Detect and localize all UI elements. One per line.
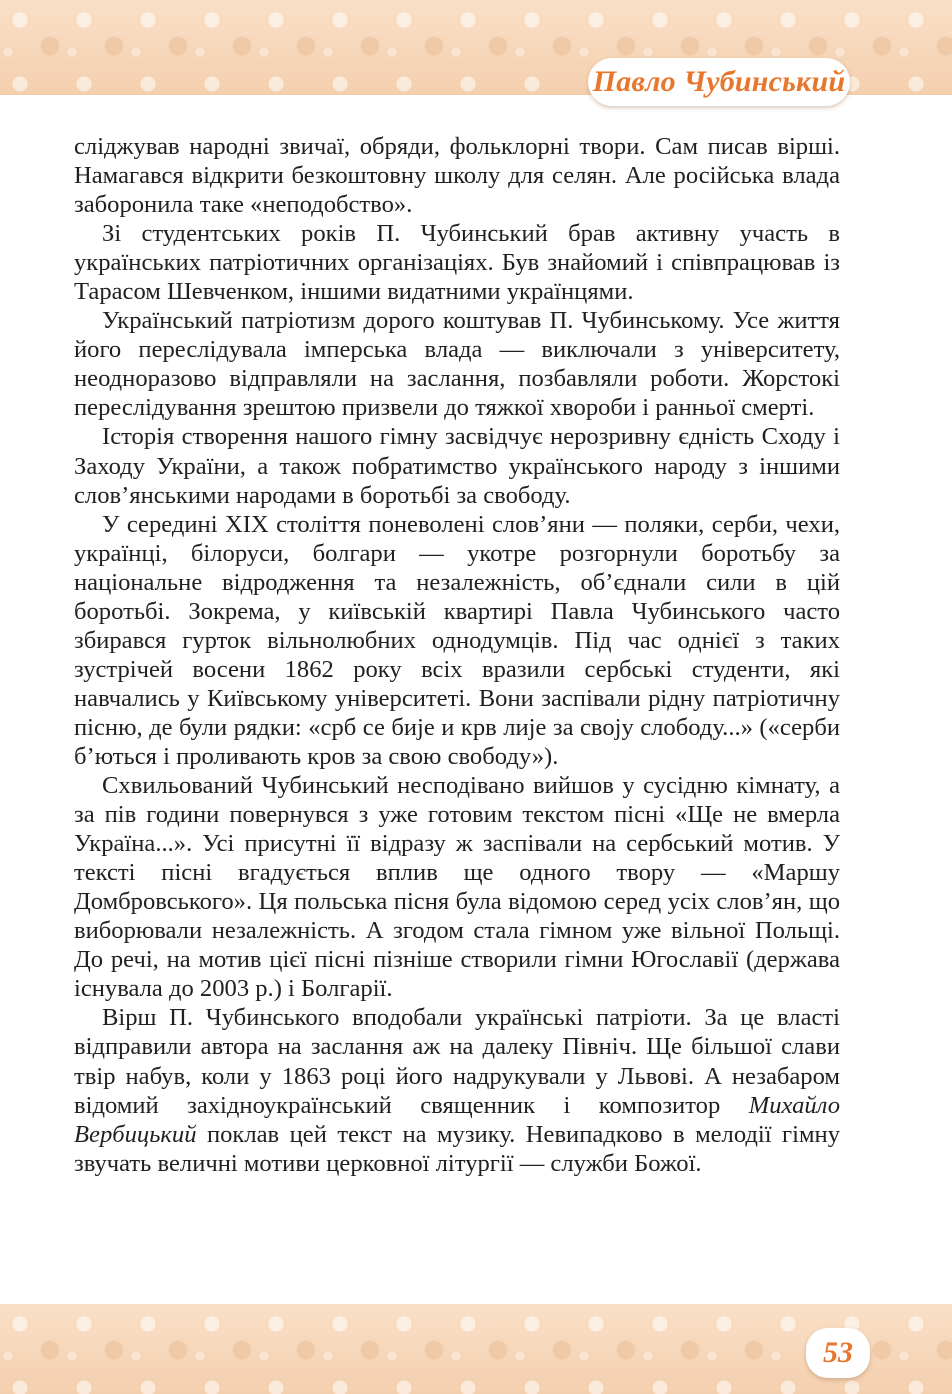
- paragraph: Схвильований Чубинський несподівано вийшов у сусідню кімнату, а за пів години повернувся з уже готовим текстом пісні «Ще не вмерла Україна...». Усі присутні її відразу ж заспівали на сербський мотив. У тексті пісні вгадується вплив ще одного твору — «Маршу Домбровського». Ця польська пісня була відомою серед усіх слов’ян, що виборювали незалежність. А згодом стала гімном уже вільної Польщі. До речі, на мотив цієї пісні пізніше створили гімни Югославії (держава існувала до 2003 р.) і Болгарії.: [74, 772, 840, 1003]
- composer-name: Михайло Вербицький: [74, 1091, 840, 1148]
- page-body-text: [74, 132, 840, 1178]
- paragraph-text: поклав цей текст на музику. Невипадково в мелодії гімну звучать величні мотиви церковної літургії — служби Божої.: [74, 1120, 840, 1177]
- paragraph: сліджував народні звичаї, обряди, фольклорні твори. Сам писав вірші. Намагався відкрити безкоштовну школу для селян. Але російська влада заборонила таке «неподобство».: [74, 133, 840, 219]
- paragraph: [74, 1003, 840, 1177]
- paragraph-text: Вірш П. Чубинського вподобали українські патріоти. За це власті відправили автора на заслання аж на далеку Північ. Ще більшої слави твір набув, коли у 1863 році його надрукували у Львові. А незабаром відомий західноукраїнський священник і композитор: [74, 1004, 840, 1119]
- paragraph: У середині XIX століття поневолені слов’яни — поляки, серби, чехи, українці, білоруси, болгари — укотре розгорнули боротьбу за національне відродження та незалежність, об’єднали сили в цій боротьбі. Зокрема, у київській квартирі Павла Чубинського часто збирався гурток вільнолюбних однодумців. Під час однієї з таких зустрічей восени 1862 року всіх вразили сербські студенти, які навчались у Київському університеті. Вони заспівали рідну патріотичну пісню, де були рядки: «срб се бије и крв лије за своју слободу...» («серби б’ються і проливають кров за свою свободу»).: [74, 510, 840, 770]
- paragraph: Зі студентських років П. Чубинський брав активну участь в українських патріотичних організаціях. Був знайомий і співпрацював із Тарасом Шевченком, іншими видатними українцями.: [74, 220, 840, 306]
- paragraph: Український патріотизм дорого коштував П. Чубинському. Усе життя його переслідувала імперська влада — виключали з університету, неодноразово відправляли на заслання, позбавляли роботи. Жорстокі переслідування зрештою призвели до тяжкої хвороби і ранньої смерті.: [74, 307, 840, 422]
- running-header-title: Павло Чубинський: [588, 58, 850, 106]
- page-number: 53: [806, 1328, 870, 1378]
- paragraph: Історія створення нашого гімну засвідчує нерозривну єдність Сходу і Заходу України, а також побратимство українського народу з іншими слов’янськими народами в боротьбі за свободу.: [74, 423, 840, 509]
